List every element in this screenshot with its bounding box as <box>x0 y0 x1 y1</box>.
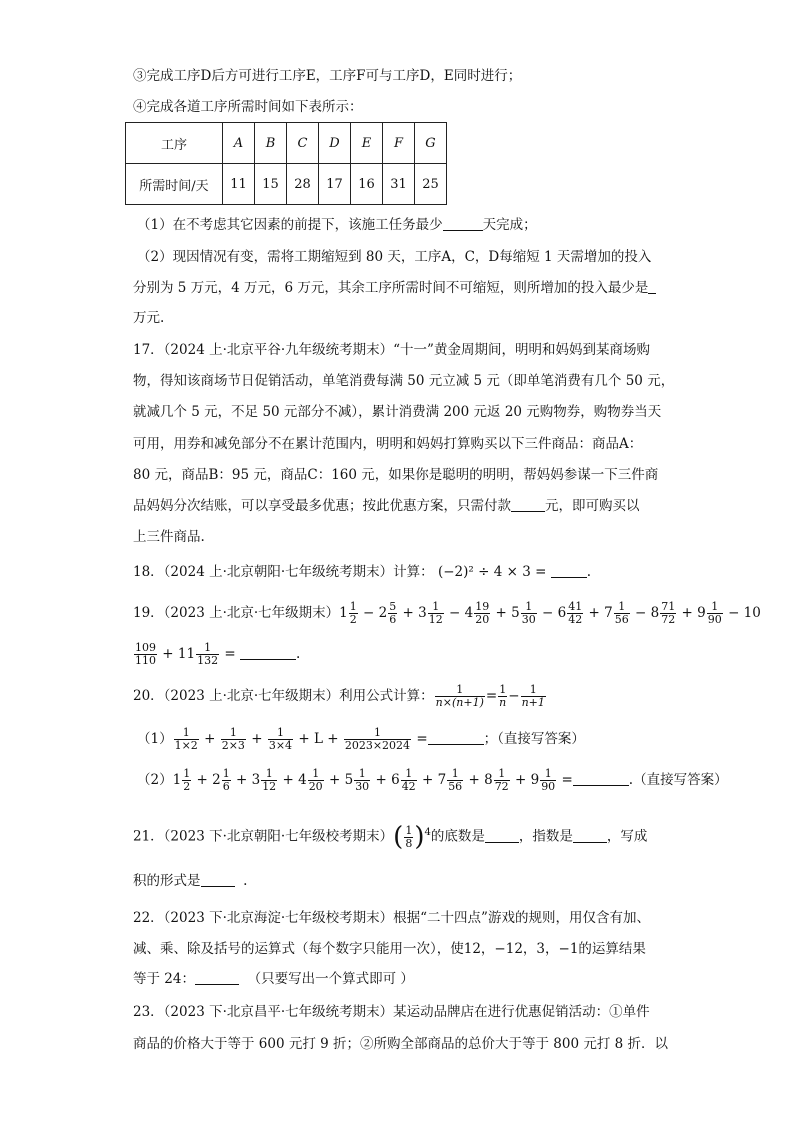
numerator: 1 <box>349 600 357 613</box>
step-cell: D <box>319 123 351 164</box>
q17-line: 就减几个 5 元，不足 50 元部分不减），累计消费满 200 元返 20 元购物券，购物券当天 <box>133 404 662 420</box>
denominator: 90 <box>541 780 556 793</box>
q18-line <box>133 562 591 582</box>
q19-line1 <box>133 600 761 626</box>
numerator: 1 <box>196 642 219 655</box>
denominator: 56 <box>614 613 629 626</box>
numerator: 1 <box>183 767 191 780</box>
denominator: 8 <box>405 836 413 850</box>
fraction <box>308 768 324 793</box>
q22-text-end: （只要写出一个算式即可 ） <box>247 971 414 987</box>
numerator: 1 <box>401 768 417 781</box>
numerator: 1 <box>174 727 199 740</box>
fraction <box>521 601 537 626</box>
q20-p1-terms <box>173 726 294 752</box>
q22-line: 减、乘、除及括号的运算式（每个数字只能用一次），使12，−12，3，−1的运算结果 <box>133 941 646 957</box>
q17-line: 可用，用券和减免部分不在累计范围内，明明和妈妈打算购买以下三件商品：商品A： <box>133 436 643 452</box>
denominator: 30 <box>521 613 536 626</box>
denominator: 2023×2024 <box>344 739 411 752</box>
answer-blank[interactable] <box>240 645 296 660</box>
q21-text: ，指数是 <box>518 828 573 845</box>
fraction <box>707 601 723 626</box>
intro-line-3: ③完成工序D后方可进行工序E，工序F可与工序D，E同时进行； <box>133 68 522 84</box>
whole-number: 5 <box>344 772 354 788</box>
q21-prefix: 21．（2023 下·北京朝阳·七年级校考期末） <box>133 828 394 845</box>
days-cell: 16 <box>351 164 383 205</box>
denominator: 42 <box>401 780 416 793</box>
numerator: 1 <box>222 767 230 780</box>
whole-number: 1 <box>172 772 182 788</box>
operator: + <box>464 772 485 788</box>
q17-line: 物，得知该商场节日促销活动，单笔消费每满 50 元立减 5 元（即单笔消费有几个 50 元， <box>133 373 675 389</box>
q20-part1: （1） $\frac{1}{1\times 2}$ + $\frac{1}{2\times 3}$ + $\frac{1}{3\times 4}$ + L + $\frac{1}{2023\times 2024}$ = ；（直接写答案） <box>137 726 585 752</box>
q21-line2 <box>133 871 247 891</box>
fraction <box>349 601 358 626</box>
equals: = <box>485 688 498 704</box>
numerator: 1 <box>308 768 324 781</box>
numerator: 1 <box>521 684 546 697</box>
fraction <box>521 684 546 709</box>
denominator: 2 <box>183 780 191 793</box>
paren-left: ( <box>393 822 404 852</box>
numerator: 1 <box>435 684 485 697</box>
q19-equals: = <box>224 646 236 662</box>
denominator: 12 <box>428 613 443 626</box>
days-cell: 25 <box>415 164 447 205</box>
intro-line-4: ④完成各道工序所需时间如下表所示： <box>133 99 363 115</box>
numerator: 1 <box>540 768 556 781</box>
operator: + <box>510 772 531 788</box>
denominator: 72 <box>661 613 676 626</box>
numerator: 1 <box>354 768 370 781</box>
fraction <box>474 601 490 626</box>
q16-part2-line2 <box>133 278 656 298</box>
denominator: 3×4 <box>268 739 293 752</box>
q17-line: 17．（2024 上·北京平谷·九年级统考期末）“十一”黄金周期间，明明和妈妈到某商场购 <box>133 342 650 358</box>
process-time-table <box>125 122 447 205</box>
paren-right: ) <box>414 822 425 852</box>
step-cell: E <box>351 123 383 164</box>
days-cell: 11 <box>223 164 255 205</box>
denominator: 132 <box>197 654 219 667</box>
fraction <box>196 642 219 667</box>
q17-line: 上三件商品. <box>133 529 205 545</box>
denominator: 6 <box>222 780 230 793</box>
table-header-cell: 工序 <box>126 123 223 164</box>
numerator: 1 <box>447 768 463 781</box>
whole-number: 2 <box>212 772 221 788</box>
q21-end: . <box>243 873 248 889</box>
whole-number: 3 <box>251 772 261 788</box>
whole-number: 4 <box>298 772 307 788</box>
fraction <box>388 601 397 626</box>
whole-number: 6 <box>557 605 567 621</box>
denominator: 42 <box>568 613 583 626</box>
q17-line: 80 元，商品B：95 元，商品C：160 元，如果你是聪明的明明，帮妈妈参谋一下三件商 <box>133 467 659 483</box>
denominator: n <box>499 696 507 709</box>
numerator: 1 <box>221 727 246 740</box>
fraction <box>221 727 246 752</box>
operator: − <box>537 605 558 621</box>
answer-blank[interactable] <box>485 828 519 843</box>
numerator: 1 <box>521 601 537 614</box>
fraction <box>540 768 556 793</box>
numerator: 1 <box>405 823 413 837</box>
denominator: 20 <box>308 780 323 793</box>
q16-p1-text-end: 天完成； <box>482 217 537 233</box>
q20-p2-label: （2） <box>137 772 173 788</box>
numerator: 109 <box>135 641 156 654</box>
denominator: 56 <box>448 780 463 793</box>
denominator: 2 <box>349 613 357 626</box>
whole-number: 4 <box>464 605 474 621</box>
q17-text: 品妈妈分次结账，可以享受最多优惠；按此优惠方案，只需付款 <box>133 498 511 514</box>
q20-p1-label: （1） <box>137 731 173 747</box>
q20-p2-end: .（直接写答案） <box>628 772 728 788</box>
days-cell: 17 <box>319 164 351 205</box>
whole-number: 3 <box>418 605 427 621</box>
operator: + <box>398 605 419 621</box>
q19-line2 <box>133 641 300 667</box>
step-cell: G <box>415 123 447 164</box>
answer-blank[interactable] <box>648 279 656 294</box>
fraction <box>182 768 191 793</box>
operator: + <box>246 731 267 747</box>
numerator: 1 <box>261 768 277 781</box>
numerator: 1 <box>494 768 510 781</box>
answer-blank[interactable] <box>511 497 545 512</box>
operator: − <box>444 605 465 621</box>
q18-prefix: 18．（2024 上·北京朝阳·七年级统考期末）计算： <box>133 564 434 580</box>
q17-text-end: 元，即可购买以 <box>545 498 640 514</box>
whole-number: 6 <box>391 772 400 788</box>
whole-number: 8 <box>650 605 660 621</box>
q20-p1-dots: + L + <box>298 731 339 747</box>
table-row <box>126 123 447 164</box>
operator: + <box>584 605 605 621</box>
numerator: 1 <box>428 601 444 614</box>
minus: − <box>508 688 520 704</box>
q21-line1 <box>133 819 647 851</box>
q20-prefix: 20．（2023 上·北京·七年级期末）利用公式计算： <box>133 688 434 704</box>
fraction <box>354 768 370 793</box>
q22-text: 等于 24： <box>133 971 195 987</box>
operator: + <box>417 772 438 788</box>
fraction <box>494 768 510 793</box>
days-cell: 31 <box>383 164 415 205</box>
step-cell: A <box>223 123 255 164</box>
q19-tail: − 10 <box>728 605 761 621</box>
q18-end: . <box>586 564 591 580</box>
answer-blank[interactable] <box>195 970 239 985</box>
denominator: 1×2 <box>174 739 198 752</box>
days-cell: 28 <box>287 164 319 205</box>
denominator: 6 <box>389 613 397 626</box>
exponent: 4 <box>424 827 431 838</box>
q16-part1 <box>137 215 537 235</box>
numerator: 1 <box>499 683 507 696</box>
fraction <box>660 601 676 626</box>
q20-line <box>133 683 547 709</box>
answer-blank[interactable] <box>551 563 587 578</box>
fraction <box>268 727 293 752</box>
q21-text: ，写成 <box>606 828 648 845</box>
q19-terms <box>339 600 724 626</box>
fraction <box>401 768 417 793</box>
q17-line <box>133 496 640 516</box>
q18-expression: (−2)² ÷ 4 × 3 = <box>437 564 547 580</box>
q16-part2-line3: 万元. <box>133 310 165 326</box>
whole-number: 7 <box>604 605 613 621</box>
whole-number: 1 <box>339 605 348 621</box>
numerator: 1 <box>344 727 411 740</box>
fraction <box>344 727 411 752</box>
operator: + <box>491 605 512 621</box>
answer-blank[interactable] <box>573 828 607 843</box>
fraction <box>222 768 231 793</box>
fraction <box>174 727 199 752</box>
q16-part2-line1: （2）现因情况有变，需将工期缩短到 80 天，工序A，C，D每缩短 1 天需增加的投入 <box>137 249 652 265</box>
operator: + <box>231 772 252 788</box>
q22-line <box>133 969 414 989</box>
days-cell: 15 <box>255 164 287 205</box>
operator: − <box>358 605 379 621</box>
q23-line: 商品的价格大于等于 600 元打 9 折；②所购全部商品的总价大于等于 800 元打 8 折．以 <box>133 1036 669 1052</box>
step-cell: B <box>255 123 287 164</box>
numerator: 5 <box>389 600 397 613</box>
denominator: n×(n+1) <box>435 696 484 709</box>
fraction <box>447 768 463 793</box>
denominator: 110 <box>135 654 156 667</box>
numerator: 19 <box>475 600 490 613</box>
q21-text: 积的形式是 <box>133 873 201 889</box>
numerator: 1 <box>707 601 723 614</box>
q21-text: 的底数是 <box>430 828 485 845</box>
whole-number: 7 <box>437 772 447 788</box>
answer-blank[interactable] <box>443 216 483 231</box>
numerator: 1 <box>268 727 293 740</box>
denominator: 30 <box>355 780 370 793</box>
fraction <box>498 684 507 709</box>
q16-p2-text: 分别为 5 万元，4 万元，6 万元，其余工序所需时间不可缩短，则所增加的投入最少是 <box>133 280 649 296</box>
numerator: 71 <box>661 600 676 613</box>
q19-end: . <box>295 646 301 662</box>
whole-number: 2 <box>378 605 388 621</box>
q16-p1-text: （1）在不考虑其它因素的前提下，该施工任务最少 <box>137 217 443 233</box>
numerator: 1 <box>614 601 630 614</box>
q20-part2: （2）1 $\frac{1}{2}$ + 2 $\frac{1}{6}$ + 3 $\frac{1}{12}$ + 4 $\frac{1}{20}$ + 5 $\frac{1}{30}$ + 6 $\frac{1}{42}$ + 7 $\frac{1}{56}$ + 8 $\frac{1}{72}$ + 9 $\frac{1}{90}$ = .（直接写答案） <box>137 767 728 793</box>
operator: − <box>630 605 651 621</box>
denominator: n+1 <box>521 696 545 709</box>
q23-line: 23．（2023 下·北京昌平·七年级统考期末）某运动品牌店在进行优惠促销活动：①单件 <box>133 1004 650 1020</box>
denominator: 12 <box>262 780 277 793</box>
table-header-cell: 所需时间/天 <box>126 164 223 205</box>
operator: + <box>371 772 392 788</box>
whole-number: 5 <box>511 605 520 621</box>
denominator: 2×3 <box>221 739 245 752</box>
denominator: 90 <box>707 613 722 626</box>
fraction <box>435 684 485 709</box>
operator: + <box>278 772 299 788</box>
whole-number: 8 <box>484 772 493 788</box>
whole-number: 9 <box>697 605 706 621</box>
q22-line: 22．（2023 下·北京海淀·七年级校考期末）根据“二十四点”游戏的规则，用仅含有加、 <box>133 910 650 926</box>
step-cell: C <box>287 123 319 164</box>
answer-blank[interactable] <box>428 730 484 745</box>
operator: + <box>192 772 213 788</box>
q19-plus: + 11 <box>162 646 196 662</box>
denominator: 20 <box>475 613 490 626</box>
fraction <box>614 601 630 626</box>
whole-number: 9 <box>530 772 540 788</box>
q19-prefix: 19．（2023 上·北京·七年级期末） <box>133 605 340 621</box>
fraction <box>428 601 444 626</box>
operator: + <box>324 772 345 788</box>
table-row <box>126 164 447 205</box>
operator: + <box>677 605 698 621</box>
operator: + <box>199 731 220 747</box>
fraction <box>404 825 413 850</box>
step-cell: F <box>383 123 415 164</box>
answer-blank[interactable] <box>573 771 629 786</box>
q20-p1-end: ；（直接写答案） <box>483 731 585 747</box>
answer-blank[interactable] <box>201 872 235 887</box>
numerator: 41 <box>568 600 583 613</box>
fraction <box>261 768 277 793</box>
denominator: 72 <box>494 780 509 793</box>
fraction <box>567 601 583 626</box>
fraction <box>134 642 157 667</box>
